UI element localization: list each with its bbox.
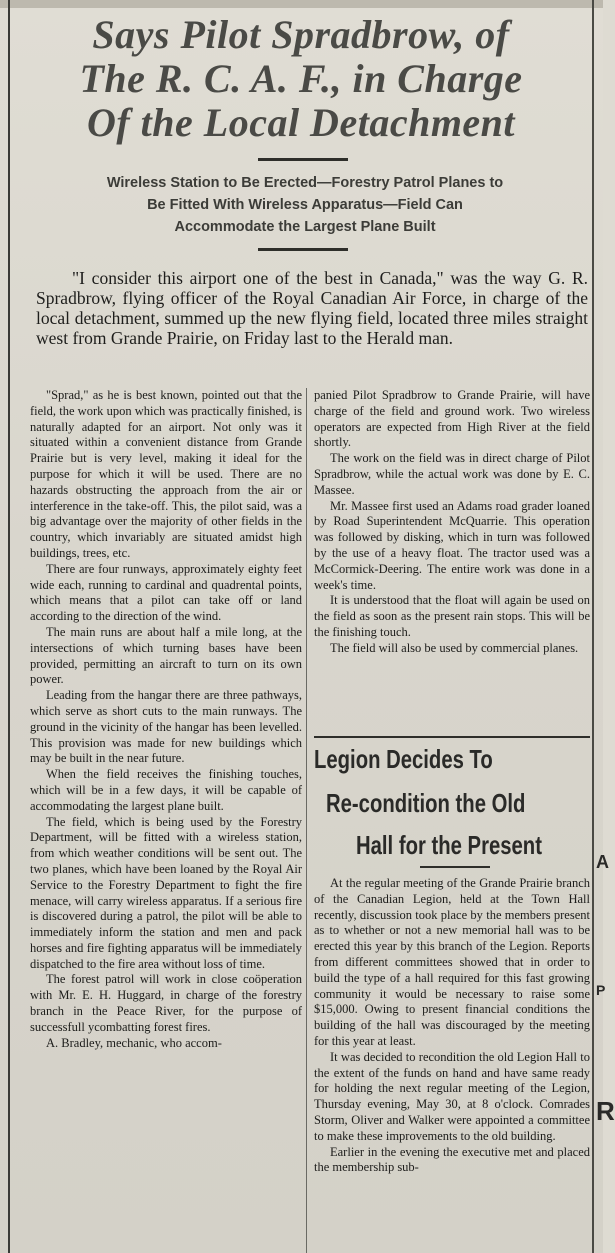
legion-para-2: It was decided to recondition the old Legion Hall to the extent of the funds on hand and have same ready for holding the next regular meeting of the Legion, Thursday evening, May 30, at 8 o'clock. Comrades Storm, Oliver and Walker were appointed a committee to make these improvements to the old building. (314, 1049, 590, 1143)
left-para-7: The forest patrol will work in close coöperation with Mr. E. H. Huggard, in charge of the forestry branch in the Peace River, for the purpose of successfull ycombatting forest fires. (30, 972, 302, 1034)
edge-fragment-1: A (596, 852, 609, 872)
legion-headline-line-2: Re-condition the Old (326, 788, 526, 818)
headline-line-2: The R. C. A. F., in Charge (79, 56, 523, 101)
subhead-divider (258, 248, 348, 251)
left-column (30, 388, 302, 1051)
subhead-line-2: Be Fitted With Wireless Apparatus—Field Can (147, 197, 463, 213)
legion-headline-line-3: Hall for the Present (356, 830, 542, 860)
left-para-6: The field, which is being used by the Forestry Department, will be fitted with a wireless station, from which weather conditions will be sent out. The two planes, which have been loaned by the Royal Air Service to the Forestry Department to fight the fire menace, will carry wireless apparatus. If a serious fire is discovered during a patrol, the pilot will be able to immediately inform the station and men and pack horses and fire fighting apparatus will be immediately dispatched to the fire area without loss of time. (30, 814, 302, 971)
right-column-bottom (314, 876, 590, 1176)
subhead-line-3: Accommodate the Largest Plane Built (174, 219, 436, 235)
right-para-2: The work on the field was in direct charge of Pilot Spradbrow, while the actual work was done by E. C. Massee. (314, 451, 590, 497)
edge-fragment-2: P (596, 982, 606, 998)
column-rule-right (592, 0, 594, 1253)
right-para-5: The field will also be used by commercial planes. (330, 640, 579, 655)
legion-para-3: Earlier in the evening the executive met and placed the membership sub- (314, 1144, 590, 1175)
left-para-8: A. Bradley, mechanic, who accom- (46, 1035, 222, 1050)
left-para-2: There are four runways, approximately eighty feet wide each, running to cardinal and quadrental points, which means that a pilot can take off or land according to the direction of the wind. (30, 561, 302, 624)
top-band (0, 0, 603, 8)
left-para-1: "Sprad," as he is best known, pointed out that the field, the work upon which was practically finished, is naturally adapted for an airport. Not only was it situated within a convenient distance from Grande Prairie but is very level, making it ideal for the purpose for which it will be used. There are no hazards obstructing the approach from the air or interference in the take-off. This, the pilot said, was a big advantage over the majority of other fields in the country, which invariably are situated amidst high buildings, trees, etc. (30, 388, 302, 560)
right-para-4: It is understood that the float will again be used on the field as soon as the present rain stops. This will be the finishing touch. (314, 593, 590, 639)
legion-headline-line-1: Legion Decides To (314, 744, 493, 774)
column-rule-left (8, 0, 10, 1253)
edge-fragment-3: R (596, 1096, 615, 1126)
legion-divider (420, 866, 490, 868)
article-divider (314, 736, 590, 738)
right-para-1: panied Pilot Spradbrow to Grande Prairie, will have charge of the field and ground work. Two wireless operators are expected from High River at the field shortly. (314, 388, 590, 450)
right-column-top (314, 388, 590, 657)
headline-divider (258, 158, 348, 161)
column-separator (306, 388, 307, 1253)
left-para-3: The main runs are about half a mile long, at the intersections of which turning bases have been provided, permitting an aircraft to turn on its own power. (30, 624, 302, 687)
right-para-3: Mr. Massee first used an Adams road grader loaned by Road Superintendent McQuarrie. This operation was followed by disking, which in turn was followed by the use of a heavy float. The tractor used was a McCormick-Deering. The entire work was done in a week's time. (314, 498, 590, 592)
headline-line-3: Of the Local Detachment (86, 100, 516, 145)
lead-paragraph: "I consider this airport one of the best in Canada," was the way G. R. Spradbrow, flying officer of the Royal Canadian Air Force, in charge of the local detachment, summed up the new flying field, located three miles straight west from Grande Prairie, on Friday last to the Herald man. (36, 268, 588, 348)
left-para-5: When the field receives the finishing touches, which will be in a few days, it will be capable of accommodating the largest plane built. (30, 767, 302, 813)
legion-para-1: At the regular meeting of the Grande Prairie branch of the Canadian Legion, held at the Town Hall recently, discussion took place by the members present as to whether or not a new memorial hall was to be erected this year by this branch of the Legion. Reports from different committees showed that in order to build the type of a hall required for this fast growing community it would be necessary to raise some $15,000. Owing to present financial conditions the building of the hall was discouraged by the meeting for this year at least. (314, 876, 590, 1048)
left-para-4: Leading from the hangar there are three pathways, which serve as short cuts to the main runways. The ground in the vicinity of the hangar has been levelled. This provision was made for new buildings which may be built in the near future. (30, 688, 302, 766)
headline-line-1: Says Pilot Spradbrow, of (92, 12, 510, 57)
subhead-line-1: Wireless Station to Be Erected—Forestry Patrol Planes to (106, 175, 504, 191)
